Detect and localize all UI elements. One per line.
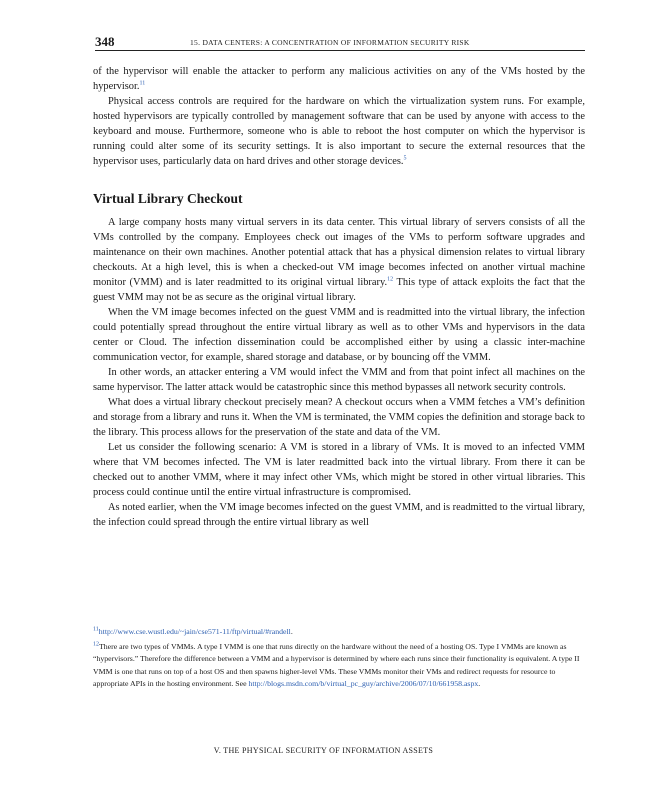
- running-head: [95, 34, 585, 51]
- footnote-ref-5[interactable]: 5: [403, 155, 407, 162]
- footnote-ref-12[interactable]: 12: [387, 276, 394, 283]
- body-text: [93, 64, 585, 530]
- chapter-running-title: 15. DATA CENTERS: A CONCENTRATION OF INFORMATION SECURITY RISK: [190, 38, 470, 47]
- paragraph-7: Let us consider the following scenario: A VM is stored in a library of VMs. It is moved to an infected VMM where that VM becomes infected. The VM is later readmitted back into the virtual library. From there it can be checked out to another VMM, where it may infect other VMs, which might be stored in other virtual libraries. This process could continue until the entire virtual infrastructure is compromised.: [93, 442, 585, 498]
- footnote-12: $^{12}$There are two types of VMMs. A type I VMM is one that runs directly on the hardware without the need of a hosting OS. Type I VMMs are known as “hypervisors.” Therefore the difference between a VMM and a hypervisor is determined by where each runs since their functionality is equivalent. A type II VMM is one that runs on top of a host OS and then spawns higher-level VMs. These VMMs monitor their VMs and redirect requests for resource to appropriate APIs in the hosting environment. See http://blogs.msdn.com/b/virtual_pc_guy/archive/2006/07/10/661958.aspx.: [93, 640, 580, 688]
- section-title: Virtual Library Checkout: [93, 191, 243, 206]
- footnote-number-12: 12: [93, 640, 99, 647]
- footnote-ref-11[interactable]: 11: [139, 80, 146, 87]
- part-running-foot: V. THE PHYSICAL SECURITY OF INFORMATION ASSETS: [213, 746, 434, 755]
- paragraph-1: of the hypervisor will enable the attacker to perform any malicious activities on any of the VMs hosted by the hypervisor.$^{11}$: [93, 66, 585, 92]
- paragraph-4: When the VM image becomes infected on the guest VMM and is readmitted into the virtual library, the infection could potentially spread throughout the entire virtual library as well as to other VMs and hypervisors in the data center or Cloud. The infection dissemination could be accomplished either by using a classic inter-machine communication vector, for example, shared storage and database, or by bouncing off the VMM.: [93, 307, 585, 363]
- footnotes: [93, 626, 585, 693]
- page-number: 348: [95, 34, 115, 49]
- footnote-12-link[interactable]: http://blogs.msdn.com/b/virtual_pc_guy/archive/2006/07/10/661958.aspx: [248, 679, 479, 688]
- paragraph-5: In other words, an attacker entering a VM would infect the VMM and from that point infect all machines on the same hypervisor. The latter attack would be catastrophic since this method bypasses all network security controls.: [93, 367, 585, 393]
- paragraph-3: A large company hosts many virtual servers in its data center. This virtual library of servers consists of all the VMs controlled by the company. Employees check out images of the VMs to perform software upgrades and maintenance on their own machines. Another potential attack that has a physical dimension relates to virtual library checkouts. At a high level, this is when a checked-out VM image becomes infected on another virtual machine monitor (VMM) and is later readmitted to its original virtual library.$^{12}$ This type of attack exploits the fact that the guest VMM may not be as secure as the original virtual library.: [93, 217, 585, 303]
- footnote-11: $^{11}$http://www.cse.wustl.edu/~jain/cse571-11/ftp/virtual/#randell.: [93, 626, 293, 636]
- footnote-number-11: 11: [93, 626, 99, 633]
- paragraph-8: As noted earlier, when the VM image becomes infected on the guest VMM, and is readmitted to the virtual library, the infection could spread through the entire virtual library as well: [93, 502, 585, 528]
- paragraph-6: What does a virtual library checkout precisely mean? A checkout occurs when a VMM fetches a VM’s definition and storage from a library and runs it. When the VM is terminated, the VMM copies the definition and storage back to the library. This process allows for the preservation of the state and data of the VM.: [93, 397, 585, 438]
- footnote-11-link[interactable]: http://www.cse.wustl.edu/~jain/cse571-11/ftp/virtual/#randell: [98, 627, 291, 636]
- paragraph-2: Physical access controls are required for the hardware on which the virtualization system runs. For example, hosted hypervisors are typically controlled by management software that can be used by anyone with access to the keyboard and mouse. Furthermore, someone who is able to reboot the host computer on which the hypervisor is running could alter some of its security settings. It is also important to secure the external resources that the hypervisor uses, particularly data on hard drives and other storage devices.$^5$: [93, 96, 585, 167]
